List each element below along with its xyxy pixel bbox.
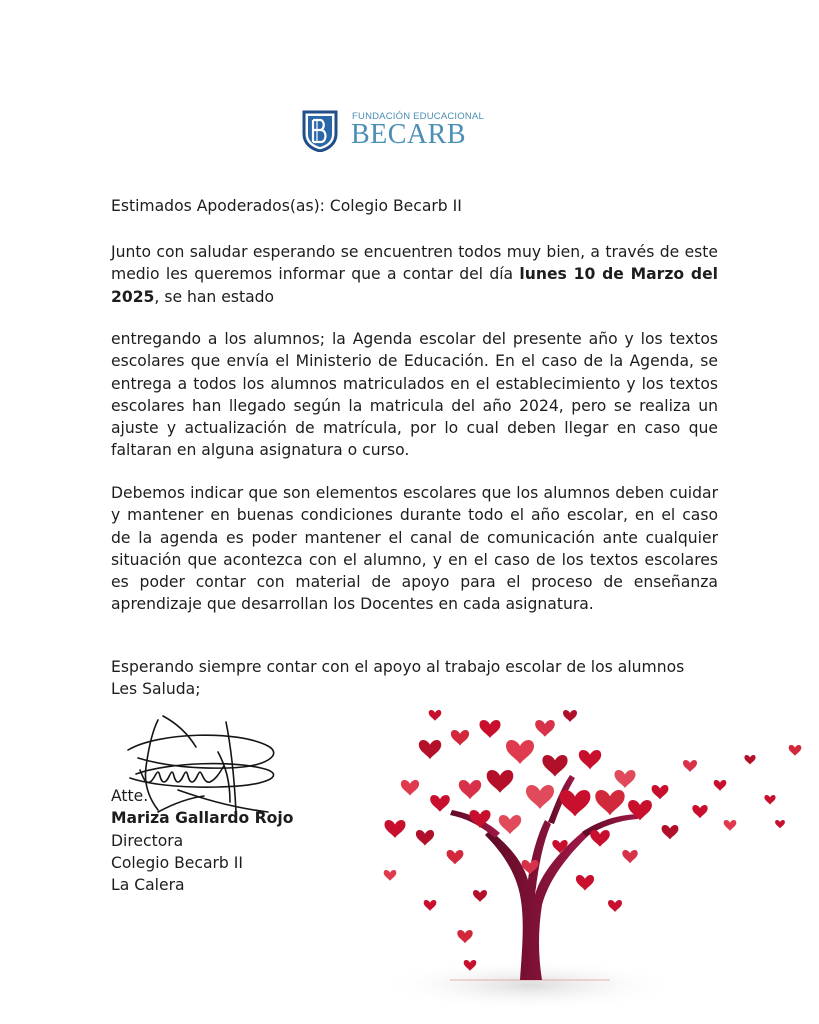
signature-city: La Calera — [111, 876, 185, 895]
school-logo — [302, 108, 492, 154]
heart-tree-icon — [370, 700, 819, 1024]
shield-logo-icon — [302, 110, 338, 152]
letter-greeting: Estimados Apoderados(as): Colegio Becarb II — [111, 197, 462, 215]
p1-text-before: Junto con saludar esperando se encuentren todos muy bien, a través de este medio les queremos informar que a contar del día — [111, 243, 718, 284]
signature-atte: Atte. — [111, 787, 149, 805]
hearts-canopy — [384, 710, 802, 971]
signature-role: Directora — [111, 831, 184, 850]
letter-paragraph-1 — [111, 241, 718, 308]
signature-block — [111, 785, 293, 896]
letter-closing — [111, 656, 718, 701]
signature-name: Mariza Gallardo Rojo — [111, 809, 294, 828]
letter-paragraph-2: entregando a los alumnos; la Agenda escolar del presente año y los textos escolares que envía el Ministerio de Educación. En el caso de la Agenda, se entrega a todos los alumnos matriculados en el establecimiento y los textos escolares han llegado según la matricula del año 2024, pero se realiza un ajuste y actualización de matrícula, por lo cual deben llegar en caso que faltaran en alguna asignatura o curso. — [111, 330, 718, 460]
closing-line-2: Les Saluda; — [111, 680, 201, 699]
letter-paragraph-3: Debemos indicar que son elementos escolares que los alumnos deben cuidar y mantener en buenas condiciones durante todo el año escolar, en el caso de la agenda es poder mantener el canal de comunicación ante cualquier situación que acontezca con el alumno, y en el caso de los textos escolares es poder contar con material de apoyo para el proceso de enseñanza aprendizaje que desarrollan los Docentes en cada asignatura. — [111, 484, 718, 614]
logo-name: BECARB — [351, 119, 467, 150]
p1-date-bold: lunes 10 de Marzo del 2025 — [111, 265, 718, 306]
p1-text-after: , se han estado — [154, 287, 275, 306]
logo-subtitle: FUNDACIÓN EDUCACIONAL — [352, 111, 484, 122]
signature-school: Colegio Becarb II — [111, 853, 243, 872]
closing-line-1: Esperando siempre contar con el apoyo al trabajo escolar de los alumnos — [111, 658, 685, 676]
